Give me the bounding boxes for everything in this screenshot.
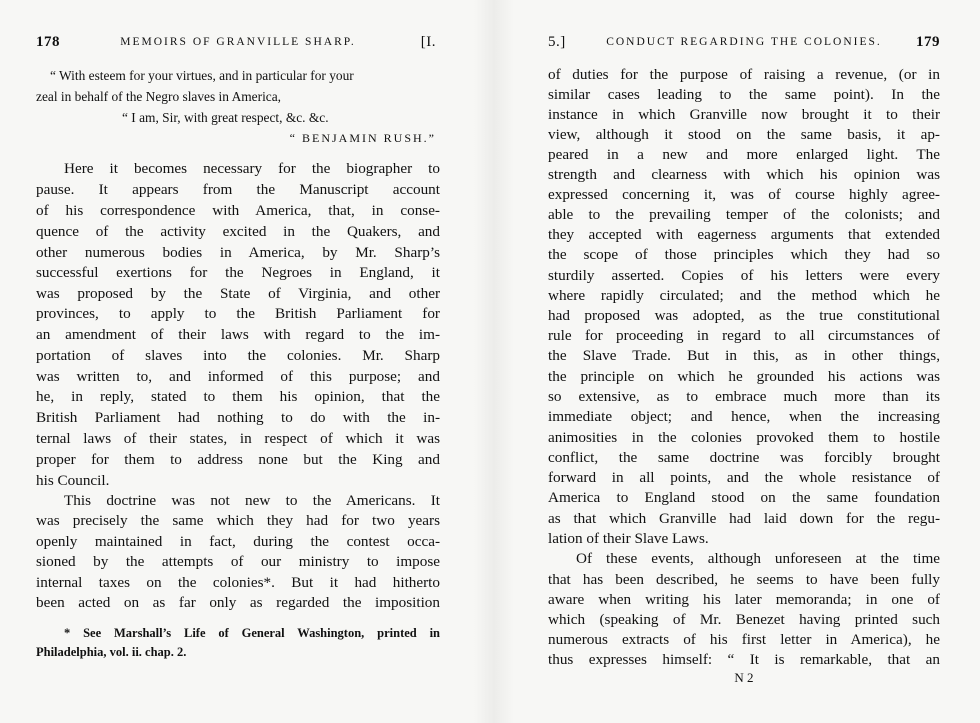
quote-line: “ I am, Sir, with great respect, &c. &c. [122, 110, 329, 125]
body-line: quence of the activity excited in the Quakers, and [36, 223, 440, 240]
body-line: of duties for the purpose of raising a revenue, (or in [548, 66, 940, 83]
body-line: strength and clearness with which his opinion was [548, 166, 940, 183]
quote-signature: “ BENJAMIN RUSH.” [289, 131, 436, 145]
body-line: This doctrine was not new to the Americans. It [64, 492, 440, 509]
body-line: sioned by the attempts of our ministry to impose [36, 553, 440, 570]
body-line: other numerous bodies in America, by Mr. Sharp’s [36, 244, 440, 261]
running-title: CONDUCT REGARDING THE COLONIES. [606, 36, 882, 48]
body-line: as that which Granville had laid down for the regu- [548, 510, 940, 527]
body-line: where rapidly circulated; and the method which he [548, 287, 940, 304]
quote-line: zeal in behalf of the Negro slaves in America, [36, 89, 282, 104]
body-line: ternal laws of their states, in respect of which it was [36, 430, 440, 447]
body-line: openly maintained in fact, during the contest occa- [36, 533, 440, 550]
section-mark: 5.] [548, 34, 566, 50]
body-line: they accepted with eagerness arguments that extended [548, 226, 940, 243]
body-line: so extensive, as to embrace much more than its [548, 388, 940, 405]
body-line: Of these events, although unforeseen at the time [576, 550, 940, 567]
body-line: the Slave Trade. But in this, as in other things, [548, 347, 940, 364]
body-line: peared in a new and more enlarged light. The [548, 146, 940, 163]
body-line: he, in reply, stated to them his opinion, that the [36, 388, 440, 405]
body-line: Here it becomes necessary for the biographer to [64, 160, 440, 177]
body-line: pause. It appears from the Manuscript account [36, 181, 440, 198]
book-gutter [474, 0, 514, 723]
left-running-head [36, 34, 440, 56]
body-line: expressed concerning it, was of course highly agree- [548, 186, 940, 203]
body-line: was proposed by the State of Virginia, and other [36, 285, 440, 302]
body-line: instance in which Granville now brought it to their [548, 106, 940, 123]
body-line: British Parliament had nothing to do with the in- [36, 409, 440, 426]
body-line: the principle on which he grounded his actions was [548, 368, 940, 385]
quote-line: “ With esteem for your virtues, and in particular for your [50, 68, 354, 83]
body-line: similar cases leading to the same point). In the [548, 86, 940, 103]
page-number: 178 [36, 34, 60, 50]
body-line: animosities in the colonies provoked them to hostile [548, 429, 940, 446]
body-line: been acted on as far only as regarded the imposition [36, 594, 440, 611]
body-line: internal taxes on the colonies*. But it had hitherto [36, 574, 440, 591]
body-line: proper for them to address none but the King and [36, 451, 440, 468]
body-line: forward in all points, and the whole resistance of [548, 469, 940, 486]
body-line: numerous extracts of his first letter in America), he [548, 631, 940, 648]
body-line: of his correspondence with America, that, in conse- [36, 202, 440, 219]
footnote-line: Philadelphia, vol. ii. chap. 2. [36, 645, 187, 659]
right-running-head [548, 34, 940, 56]
body-line: was precisely the same which they had for two years [36, 512, 440, 529]
page-number: 179 [916, 34, 940, 50]
body-line: able to the prevailing temper of the colonists; and [548, 206, 940, 223]
body-line: immediate object; and hence, when the increasing [548, 408, 940, 425]
section-mark: [I. [420, 34, 436, 50]
body-line: lation of their Slave Laws. [548, 530, 709, 547]
footnote-line: * See Marshall’s Life of General Washington, printed in [64, 626, 440, 640]
body-line: sturdily asserted. Copies of his letters were every [548, 267, 940, 284]
signature-mark: N 2 [734, 670, 754, 685]
body-line: view, although it stood on the same basis, it ap- [548, 126, 940, 143]
body-line: his Council. [36, 472, 110, 489]
body-line: an amendment of their laws with regard to the im- [36, 326, 440, 343]
body-line: rule for proceeding in regard to all circumstances of [548, 327, 940, 344]
body-line: thus expresses himself: “ It is remarkable, that an [548, 651, 940, 668]
body-line: had proposed was adopted, as the true constitutional [548, 307, 940, 324]
body-line: aware when writing his later memoranda; in one of [548, 591, 940, 608]
body-line: the scope of those principles which they had so [548, 246, 940, 263]
body-line: portation of slaves into the colonies. Mr. Sharp [36, 347, 440, 364]
body-line: America to England stood on the same foundation [548, 489, 940, 506]
body-line: conflict, the same doctrine was forcibly brought [548, 449, 940, 466]
body-line: which (speaking of Mr. Benezet having printed such [548, 611, 940, 628]
body-line: that has been described, he seems to have been fully [548, 571, 940, 588]
body-line: was written to, and informed of this purpose; and [36, 368, 440, 385]
running-title: MEMOIRS OF GRANVILLE SHARP. [120, 36, 356, 48]
body-line: successful exertions for the Negroes in England, it [36, 264, 440, 281]
body-line: provinces, to apply to the British Parliament for [36, 305, 440, 322]
